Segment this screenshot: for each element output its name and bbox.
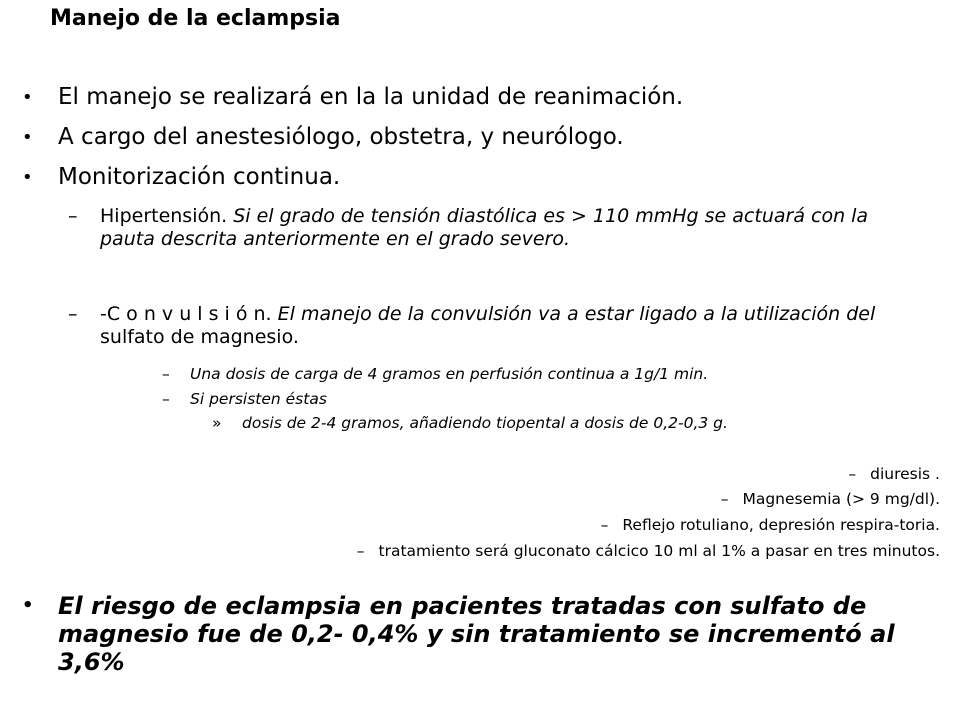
right-list-item bbox=[848, 465, 940, 484]
bullet-marker: • bbox=[22, 127, 33, 148]
right-list-marker: – bbox=[848, 465, 857, 483]
bullet-marker: • bbox=[22, 87, 33, 108]
sub-text bbox=[100, 303, 913, 349]
right-list-marker: – bbox=[356, 542, 365, 560]
sub-item-hipertension bbox=[68, 205, 913, 251]
slide-title: Manejo de la eclampsia bbox=[50, 6, 341, 31]
right-list-marker: – bbox=[720, 490, 729, 508]
right-list-text: tratamiento será gluconato cálcico 10 ml al 1% a pasar en tres minutos. bbox=[378, 542, 940, 560]
sub-lead: Hipertensión. bbox=[100, 205, 234, 227]
sub-marker: – bbox=[68, 303, 78, 325]
bullet-text: Monitorización continua. bbox=[58, 164, 341, 190]
sub-detail: El manejo de la convulsión va a estar ligado a la utilización del bbox=[277, 303, 876, 325]
bullet-marker: • bbox=[22, 595, 34, 616]
bullet-text: El manejo se realizará en la la unidad de reanimación. bbox=[58, 84, 684, 110]
bullet-text: A cargo del anestesiólogo, obstetra, y neurólogo. bbox=[58, 124, 624, 150]
right-list-item bbox=[721, 490, 940, 509]
right-list-text: Reflejo rotuliano, depresión respira-toria. bbox=[622, 516, 940, 534]
final-bullet-text: El riesgo de eclampsia en pacientes tratadas con sulfato de magnesio fue de 0,2- 0,4% y sin tratamiento se incrementó al 3,6% bbox=[58, 592, 895, 677]
bullet-item bbox=[22, 124, 932, 151]
subsub-item bbox=[162, 365, 882, 384]
sub-detail: Si el grado de tensión diastólica es > 110 mmHg se actuará con la pauta descrita anteriormente en el grado severo. bbox=[100, 205, 869, 251]
bullet-item bbox=[22, 164, 932, 191]
subsub-marker: – bbox=[162, 365, 170, 383]
right-list-item bbox=[357, 542, 940, 561]
right-list-text: diuresis . bbox=[870, 465, 940, 483]
subsubsub-item bbox=[212, 414, 912, 433]
subsub-item bbox=[162, 390, 882, 409]
subsub-text: Si persisten éstas bbox=[190, 390, 327, 408]
final-bullet bbox=[22, 592, 902, 676]
sub-tail: sulfato de magnesio. bbox=[100, 326, 299, 349]
right-list-marker: – bbox=[600, 516, 609, 534]
bullet-marker: • bbox=[22, 167, 33, 188]
subsubsub-marker: » bbox=[212, 414, 222, 432]
sub-text bbox=[100, 205, 913, 251]
right-list-text: Magnesemia (> 9 mg/dl). bbox=[742, 490, 940, 508]
sub-lead: -C o n v u l s i ó n. bbox=[100, 303, 278, 325]
subsubsub-text: dosis de 2-4 gramos, añadiendo tiopental a dosis de 0,2-0,3 g. bbox=[242, 414, 728, 432]
sub-marker: – bbox=[68, 205, 78, 227]
subsub-text: Una dosis de carga de 4 gramos en perfusión continua a 1g/1 min. bbox=[190, 365, 709, 383]
bullet-item bbox=[22, 84, 932, 111]
subsub-marker: – bbox=[162, 390, 170, 408]
right-list-item bbox=[601, 516, 940, 535]
sub-item-convulsion bbox=[68, 303, 913, 349]
